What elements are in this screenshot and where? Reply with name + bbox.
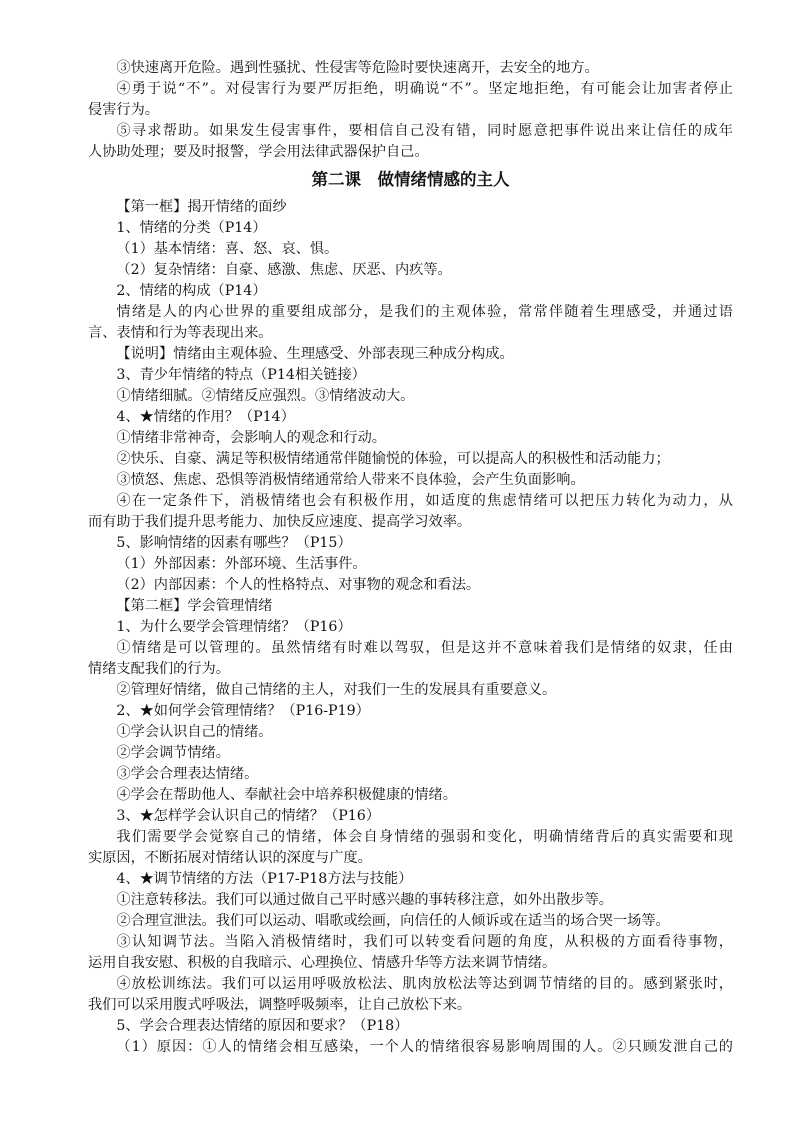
text-line: ①情绪是可以管理的。虽然情绪有时难以驾驭，但是这并不意味着我们是情绪的奴隶，任由 bbox=[116, 640, 733, 656]
question-heading: 1、情绪的分类（P14） bbox=[116, 220, 267, 236]
text-line: ①情绪非常神奇，会影响人的观念和行动。 bbox=[116, 430, 386, 446]
text-line: 人协助处理；要及时报警，学会用法律武器保护自己。 bbox=[88, 144, 429, 160]
text-line: （1）外部因素：外部环境、生活事件。 bbox=[116, 556, 367, 572]
text-line: ④在一定条件下，消极情绪也会有积极作用，如适度的焦虑情绪可以把压力转化为动力，从 bbox=[116, 493, 733, 509]
text-line: 我们可以采用腹式呼吸法，调整呼吸频率，让自己放松下来。 bbox=[88, 997, 472, 1013]
text-line: ④放松训练法。我们可以运用呼吸放松法、肌肉放松法等达到调节情绪的目的。感到紧张时， bbox=[116, 976, 733, 992]
text-line: ②快乐、自豪、满足等积极情绪通常伴随愉悦的体验，可以提高人的积极性和活动能力； bbox=[116, 451, 670, 467]
question-heading: 1、为什么要学会管理情绪？（P16） bbox=[116, 619, 352, 635]
text-line: ③学会合理表达情绪。 bbox=[116, 766, 259, 782]
text-line: ④勇于说“不”。对侵害行为要严厉拒绝，明确说“不”。坚定地拒绝，有可能会让加害者停止 bbox=[116, 81, 733, 97]
question-heading: 3、青少年情绪的特点（P14相关链接） bbox=[116, 367, 366, 383]
text-line: ③快速离开危险。遇到性骚扰、性侵害等危险时要快速离开，去安全的地方。 bbox=[116, 60, 599, 76]
text-line: ②合理宣泄法。我们可以运动、唱歌或绘画，向信任的人倾诉或在适当的场合哭一场等。 bbox=[116, 913, 670, 929]
text-line: 实原因，不断拓展对情绪认识的深度与广度。 bbox=[88, 850, 372, 866]
text-line: ②管理好情绪，做自己情绪的主人，对我们一生的发展具有重要意义。 bbox=[116, 682, 557, 698]
text-line: ①学会认识自己的情绪。 bbox=[116, 724, 273, 740]
question-heading: 5、学会合理表达情绪的原因和要求？（P18） bbox=[116, 1018, 409, 1034]
section-heading: 【第二框】学会管理情绪 bbox=[116, 598, 273, 614]
text-line: 运用自我安慰、积极的自我暗示、心理换位、情感升华等方法来调节情绪。 bbox=[88, 955, 557, 971]
question-heading: 3、★怎样学会认识自己的情绪？（P16） bbox=[116, 808, 381, 824]
section-heading: 【第一框】揭开情绪的面纱 bbox=[116, 199, 287, 215]
text-line: 我们需要学会觉察自己的情绪，体会自身情绪的强弱和变化，明确情绪背后的真实需要和现 bbox=[116, 829, 733, 845]
lesson-title: 第二课 做情绪情感的主人 bbox=[311, 170, 510, 189]
text-line: （1）基本情绪：喜、怒、哀、惧。 bbox=[116, 241, 339, 257]
text-line: （2）复杂情绪：自豪、感激、焦虑、厌恶、内疚等。 bbox=[116, 262, 452, 278]
question-heading: 2、★如何学会管理情绪？（P16-P19） bbox=[116, 703, 370, 719]
text-line: （2）内部因素：个人的性格特点、对事物的观念和看法。 bbox=[116, 577, 481, 593]
question-heading: 2、情绪的构成（P14） bbox=[116, 283, 267, 299]
text-line: ③认知调节法。当陷入消极情绪时，我们可以转变看问题的角度，从积极的方面看待事物， bbox=[116, 934, 733, 950]
text-line: （1）原因：①人的情绪会相互感染，一个人的情绪很容易影响周围的人。②只顾发泄自己的 bbox=[116, 1039, 733, 1055]
text-line: ①情绪细腻。②情绪反应强烈。③情绪波动大。 bbox=[116, 388, 415, 404]
text-line: ③愤怒、焦虑、恐惧等消极情绪通常给人带来不良体验，会产生负面影响。 bbox=[116, 472, 585, 488]
text-line: 侵害行为。 bbox=[88, 102, 159, 118]
text-line: ②学会调节情绪。 bbox=[116, 745, 230, 761]
text-line: 言、表情和行为等表现出来。 bbox=[88, 325, 273, 341]
text-line: 情绪支配我们的行为。 bbox=[88, 661, 230, 677]
question-heading: 4、★调节情绪的方法（P17-P18方法与技能） bbox=[116, 871, 413, 887]
text-line: ①注意转移法。我们可以通过做自己平时感兴趣的事转移注意，如外出散步等。 bbox=[116, 892, 613, 908]
document-body bbox=[88, 58, 733, 1058]
text-line: 【说明】情绪由主观体验、生理感受、外部表现三种成分构成。 bbox=[116, 346, 514, 362]
text-line: 情绪是人的内心世界的重要组成部分，是我们的主观体验，常常伴随着生理感受，并通过语 bbox=[116, 304, 733, 320]
text-line: ⑤寻求帮助。如果发生侵害事件，要相信自己没有错，同时愿意把事件说出来让信任的成年 bbox=[116, 123, 733, 139]
question-heading: 5、影响情绪的因素有哪些？（P15） bbox=[116, 535, 352, 551]
text-line: ④学会在帮助他人、奉献社会中培养积极健康的情绪。 bbox=[116, 787, 457, 803]
text-line: 而有助于我们提升思考能力、加快反应速度、提高学习效率。 bbox=[88, 514, 472, 530]
question-heading: 4、★情绪的作用？（P14） bbox=[116, 409, 295, 425]
